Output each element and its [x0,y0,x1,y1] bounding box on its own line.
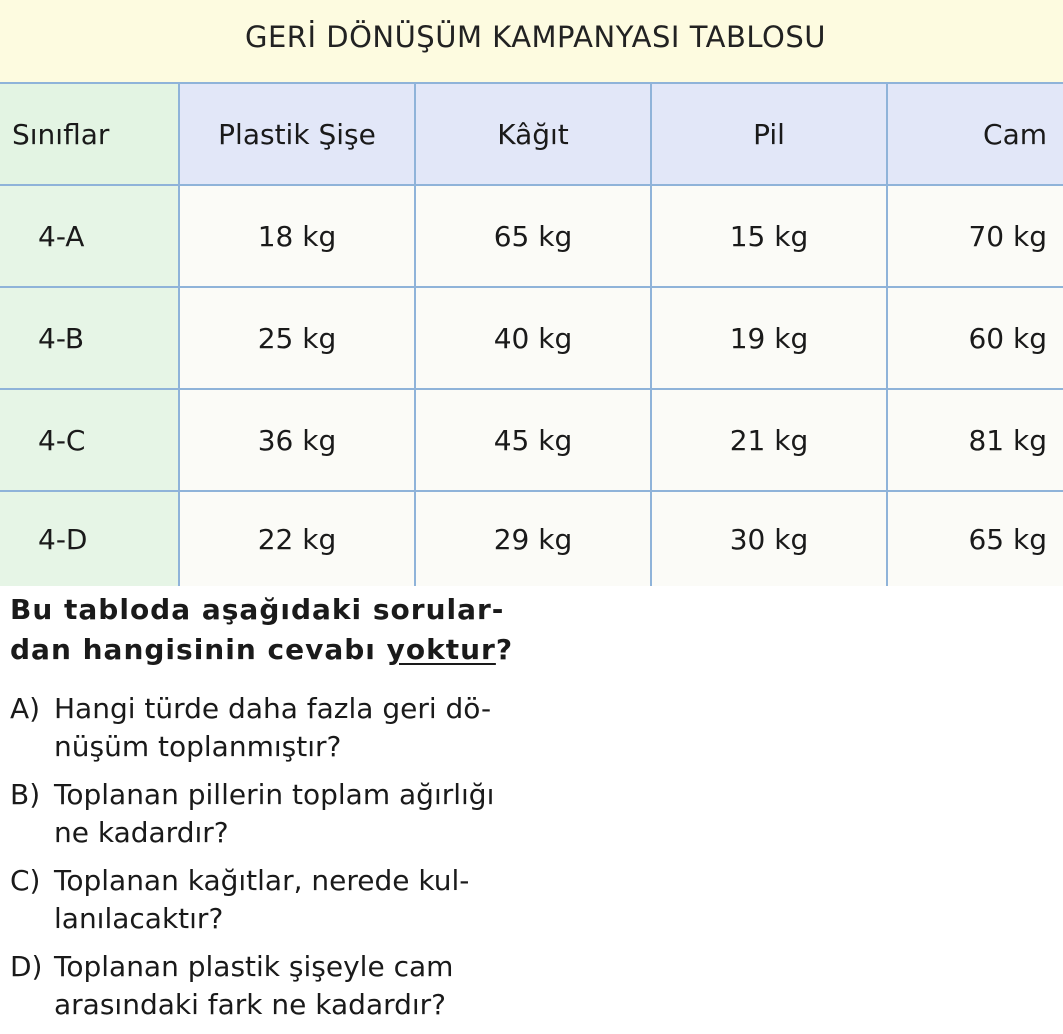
table-cell: 19 kg [651,287,887,389]
option-a[interactable] [10,690,515,766]
row-label: 4-B [0,287,179,389]
row-label: 4-D [0,491,179,586]
option-letter: C) [10,864,41,897]
table-cell: 40 kg [415,287,651,389]
row-label: 4-C [0,389,179,491]
option-b[interactable] [10,776,515,852]
table-row [0,185,1063,287]
question-line-2 [10,630,515,670]
table-cell: 81 kg [887,389,1063,491]
table-cell: 45 kg [415,389,651,491]
answer-options [10,690,515,1034]
option-c[interactable] [10,862,515,938]
table-title-bar [0,0,1063,84]
table-cell: 22 kg [179,491,415,586]
question-line-2-prefix: dan hangisinin cevabı [10,633,376,666]
option-text-line-1: Toplanan pillerin toplam ağırlığı [54,778,495,811]
table-header-row [0,84,1063,185]
table-row [0,287,1063,389]
table-cell: 15 kg [651,185,887,287]
table-cell: 30 kg [651,491,887,586]
table-row [0,389,1063,491]
table-cell: 65 kg [887,491,1063,586]
header-plastic-bottle: Plastik Şişe [179,84,415,185]
recycling-table [0,84,1063,586]
option-text-line-1: Toplanan kağıtlar, nerede kul- [54,864,470,897]
option-text [54,948,515,1024]
row-label: 4-A [0,185,179,287]
table-title: GERİ DÖNÜŞÜM KAMPANYASI TABLOSU [245,20,826,54]
question-line-1: Bu tabloda aşağıdaki sorular- [10,593,505,626]
table-cell: 70 kg [887,185,1063,287]
table-cell: 36 kg [179,389,415,491]
table-cell: 21 kg [651,389,887,491]
header-classes: Sınıflar [0,84,179,185]
question-mark: ? [495,633,514,666]
table-cell: 18 kg [179,185,415,287]
question-prompt [10,590,515,670]
option-text [54,862,515,938]
option-text-line-2: arasındaki fark ne kadardır? [54,988,447,1021]
question-emphasis: yoktur [386,633,496,666]
option-letter: B) [10,778,41,811]
option-letter: D) [10,950,43,983]
option-letter: A) [10,692,41,725]
option-text-line-2: lanılacaktır? [54,902,224,935]
option-text-line-1: Toplanan plastik şişeyle cam [54,950,454,983]
table-cell: 25 kg [179,287,415,389]
option-text-line-2: ne kadardır? [54,816,229,849]
option-text [54,776,515,852]
table-cell: 60 kg [887,287,1063,389]
header-battery: Pil [651,84,887,185]
option-d[interactable] [10,948,515,1024]
header-paper: Kâğıt [415,84,651,185]
option-text [54,690,515,766]
table-cell: 29 kg [415,491,651,586]
option-text-line-1: Hangi türde daha fazla geri dö- [54,692,492,725]
table-row [0,491,1063,586]
table-cell: 65 kg [415,185,651,287]
option-text-line-2: nüşüm toplanmıştır? [54,730,342,763]
header-glass: Cam [887,84,1063,185]
